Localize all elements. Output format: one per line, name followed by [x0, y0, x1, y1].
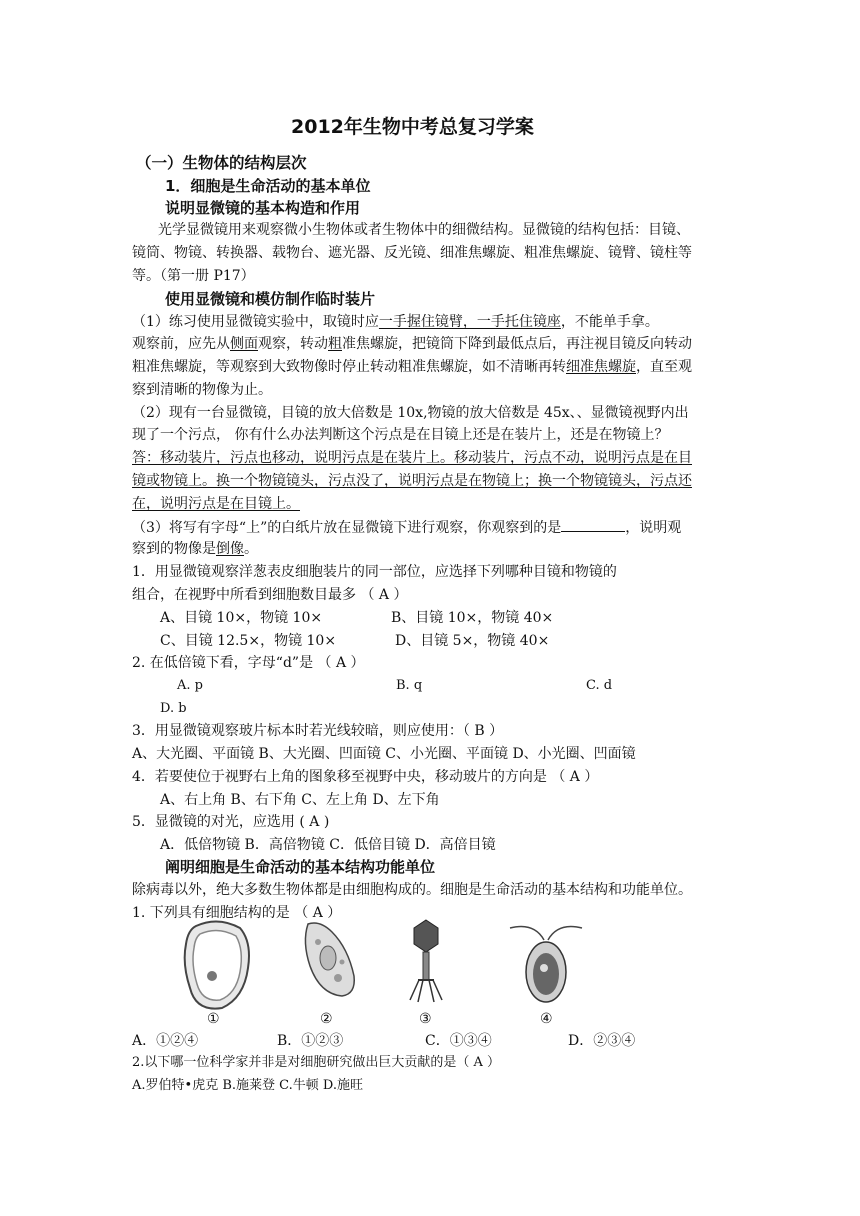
- question-line: 组合，在视野中所看到细胞数目最多 （ A ）: [132, 587, 408, 603]
- question-text: （3）将写有字母“上”的白纸片放在显微镜下进行观察，你观察到的是: [132, 520, 562, 536]
- option-a: A. p: [177, 678, 203, 693]
- text: 观察，转动: [258, 336, 328, 352]
- figure-label: ②: [320, 1011, 333, 1027]
- question-text: 察到的物像是: [132, 541, 216, 557]
- text: 观察前，应先从: [132, 336, 230, 352]
- answer-text: 粗: [328, 336, 342, 352]
- question-line: [132, 517, 681, 538]
- subsection-heading: 1．细胞是生命活动的基本单位: [165, 177, 371, 195]
- answer-line: 镜或物镜上。换一个物镜镜头，污点没了，说明污点是在物镜上；换一个物镜镜头，污点还: [132, 473, 692, 489]
- question-line: 2.以下哪一位科学家并非是对细胞研究做出巨大贡献的是（ A ）: [132, 1055, 501, 1070]
- option-d: D．②③④: [568, 1033, 636, 1049]
- options-line: A、大光圈、平面镜 B、大光圈、凹面镜 C、小光圈、平面镜 D、小光圈、凹面镜: [132, 746, 636, 762]
- question-text: ，不能单手拿。: [560, 314, 659, 330]
- paragraph-line: 除病毒以外，绝大多数生物体都是由细胞构成的。细胞是生命活动的基本结构和功能单位。: [132, 882, 692, 898]
- question-text: 。: [244, 541, 258, 557]
- paragraph-line: 镜筒、物镜、转换器、载物台、遮光器、反光镜、细准焦螺旋、粗准焦螺旋、镜臂、镜柱等: [132, 245, 692, 261]
- paragraph-line: [132, 334, 692, 354]
- subsection-heading: 阐明细胞是生命活动的基本结构功能单位: [165, 858, 436, 876]
- answer-text: 倒像: [216, 541, 244, 557]
- question-line: [132, 539, 258, 559]
- question-text: （1）练习使用显微镜实验中，取镜时应: [132, 314, 379, 330]
- question-line: 2. 在低倍镜下看，字母“d”是 （ A ）: [132, 655, 365, 671]
- virus-icon: [406, 918, 446, 1006]
- text: 粗准焦螺旋，等观察到大致物像时停止转动粗准焦螺旋，如不清晰再转: [132, 359, 566, 375]
- option-a: A、目镜 10×，物镜 10×: [160, 610, 323, 626]
- option-b: B、目镜 10×，物镜 40×: [391, 610, 554, 626]
- options-line: A、右上角 B、右下角 C、左上角 D、左下角: [160, 792, 440, 808]
- chlamydomonas-icon: [504, 918, 588, 1006]
- question-line: 1．用显微镜观察洋葱表皮细胞装片的同一部位，应选择下列哪种目镜和物镜的: [132, 564, 617, 580]
- question-line: 1. 下列具有细胞结构的是 （ A ）: [132, 905, 342, 921]
- question-line: 3．用显微镜观察玻片标本时若光线较暗，则应使用：（ B ）: [132, 723, 504, 739]
- paramecium-icon: [298, 918, 360, 1000]
- figure-label: ①: [207, 1011, 220, 1027]
- question-line: [132, 312, 659, 332]
- option-c: C、目镜 12.5×，物镜 10×: [160, 633, 337, 649]
- option-d: D、目镜 5×，物镜 40×: [395, 633, 550, 649]
- question-text: ，说明观: [625, 520, 682, 536]
- figure-label: ④: [540, 1011, 553, 1027]
- figure-label: ③: [419, 1011, 432, 1027]
- subsection-heading: 说明显微镜的基本构造和作用: [165, 199, 361, 217]
- question-line: （2）现有一台显微镜，目镜的放大倍数是 10x,物镜的放大倍数是 45x、、显微镜视野内出: [132, 405, 689, 421]
- answer-text: 侧面: [230, 336, 258, 352]
- answer-line: 在，说明污点是在目镜上。: [132, 496, 300, 512]
- answer-text: 细准焦螺旋: [566, 359, 636, 375]
- option-a: A．①②④: [132, 1033, 199, 1049]
- animal-cell-icon: [182, 918, 254, 1012]
- question-line: 现了一个污点， 你有什么办法判断这个污点是在目镜上还是在装片上，还是在物镜上？: [132, 427, 669, 443]
- subsection-heading: 使用显微镜和模仿制作临时装片: [165, 290, 376, 308]
- answer-text: 一手握住镜臂，一手托住镜座: [378, 314, 561, 330]
- question-line: 5．显微镜的对光，应选用 ( A ): [132, 814, 330, 830]
- option-c: C．①③④: [425, 1033, 492, 1049]
- paragraph-line: 等。（第一册 P17）: [132, 268, 255, 284]
- options-line: A.罗伯特•虎克 B.施莱登 C.牛顿 D.施旺: [132, 1078, 363, 1093]
- options-line: A．低倍物镜 B．高倍物镜 C．低倍目镜 D．高倍目镜: [160, 837, 496, 853]
- answer-line: 答：移动装片，污点也移动，说明污点是在装片上。移动装片，污点不动，说明污点是在目: [132, 450, 692, 466]
- option-b: B. q: [396, 678, 423, 693]
- option-d: D. b: [160, 701, 187, 716]
- section-heading: （一）生物体的结构层次: [136, 154, 307, 172]
- page-title: 2012年生物中考总复习学案: [291, 116, 534, 138]
- paragraph-line: 察到清晰的物像为止。: [132, 382, 272, 398]
- text: 准焦螺旋，把镜筒下降到最低点后，再注视目镜反向转动: [342, 336, 692, 352]
- paragraph-line: [132, 357, 692, 377]
- text: ，直至观: [636, 359, 692, 375]
- answer-blank: [561, 517, 625, 532]
- question-line: 4．若要使位于视野右上角的图象移至视野中央，移动玻片的方向是 （ A ）: [132, 769, 599, 785]
- paragraph-line: 光学显微镜用来观察微小生物体或者生物体中的细微结构。显微镜的结构包括：目镜、: [158, 222, 690, 238]
- option-c: C. d: [586, 678, 613, 693]
- option-b: B．①②③: [277, 1033, 344, 1049]
